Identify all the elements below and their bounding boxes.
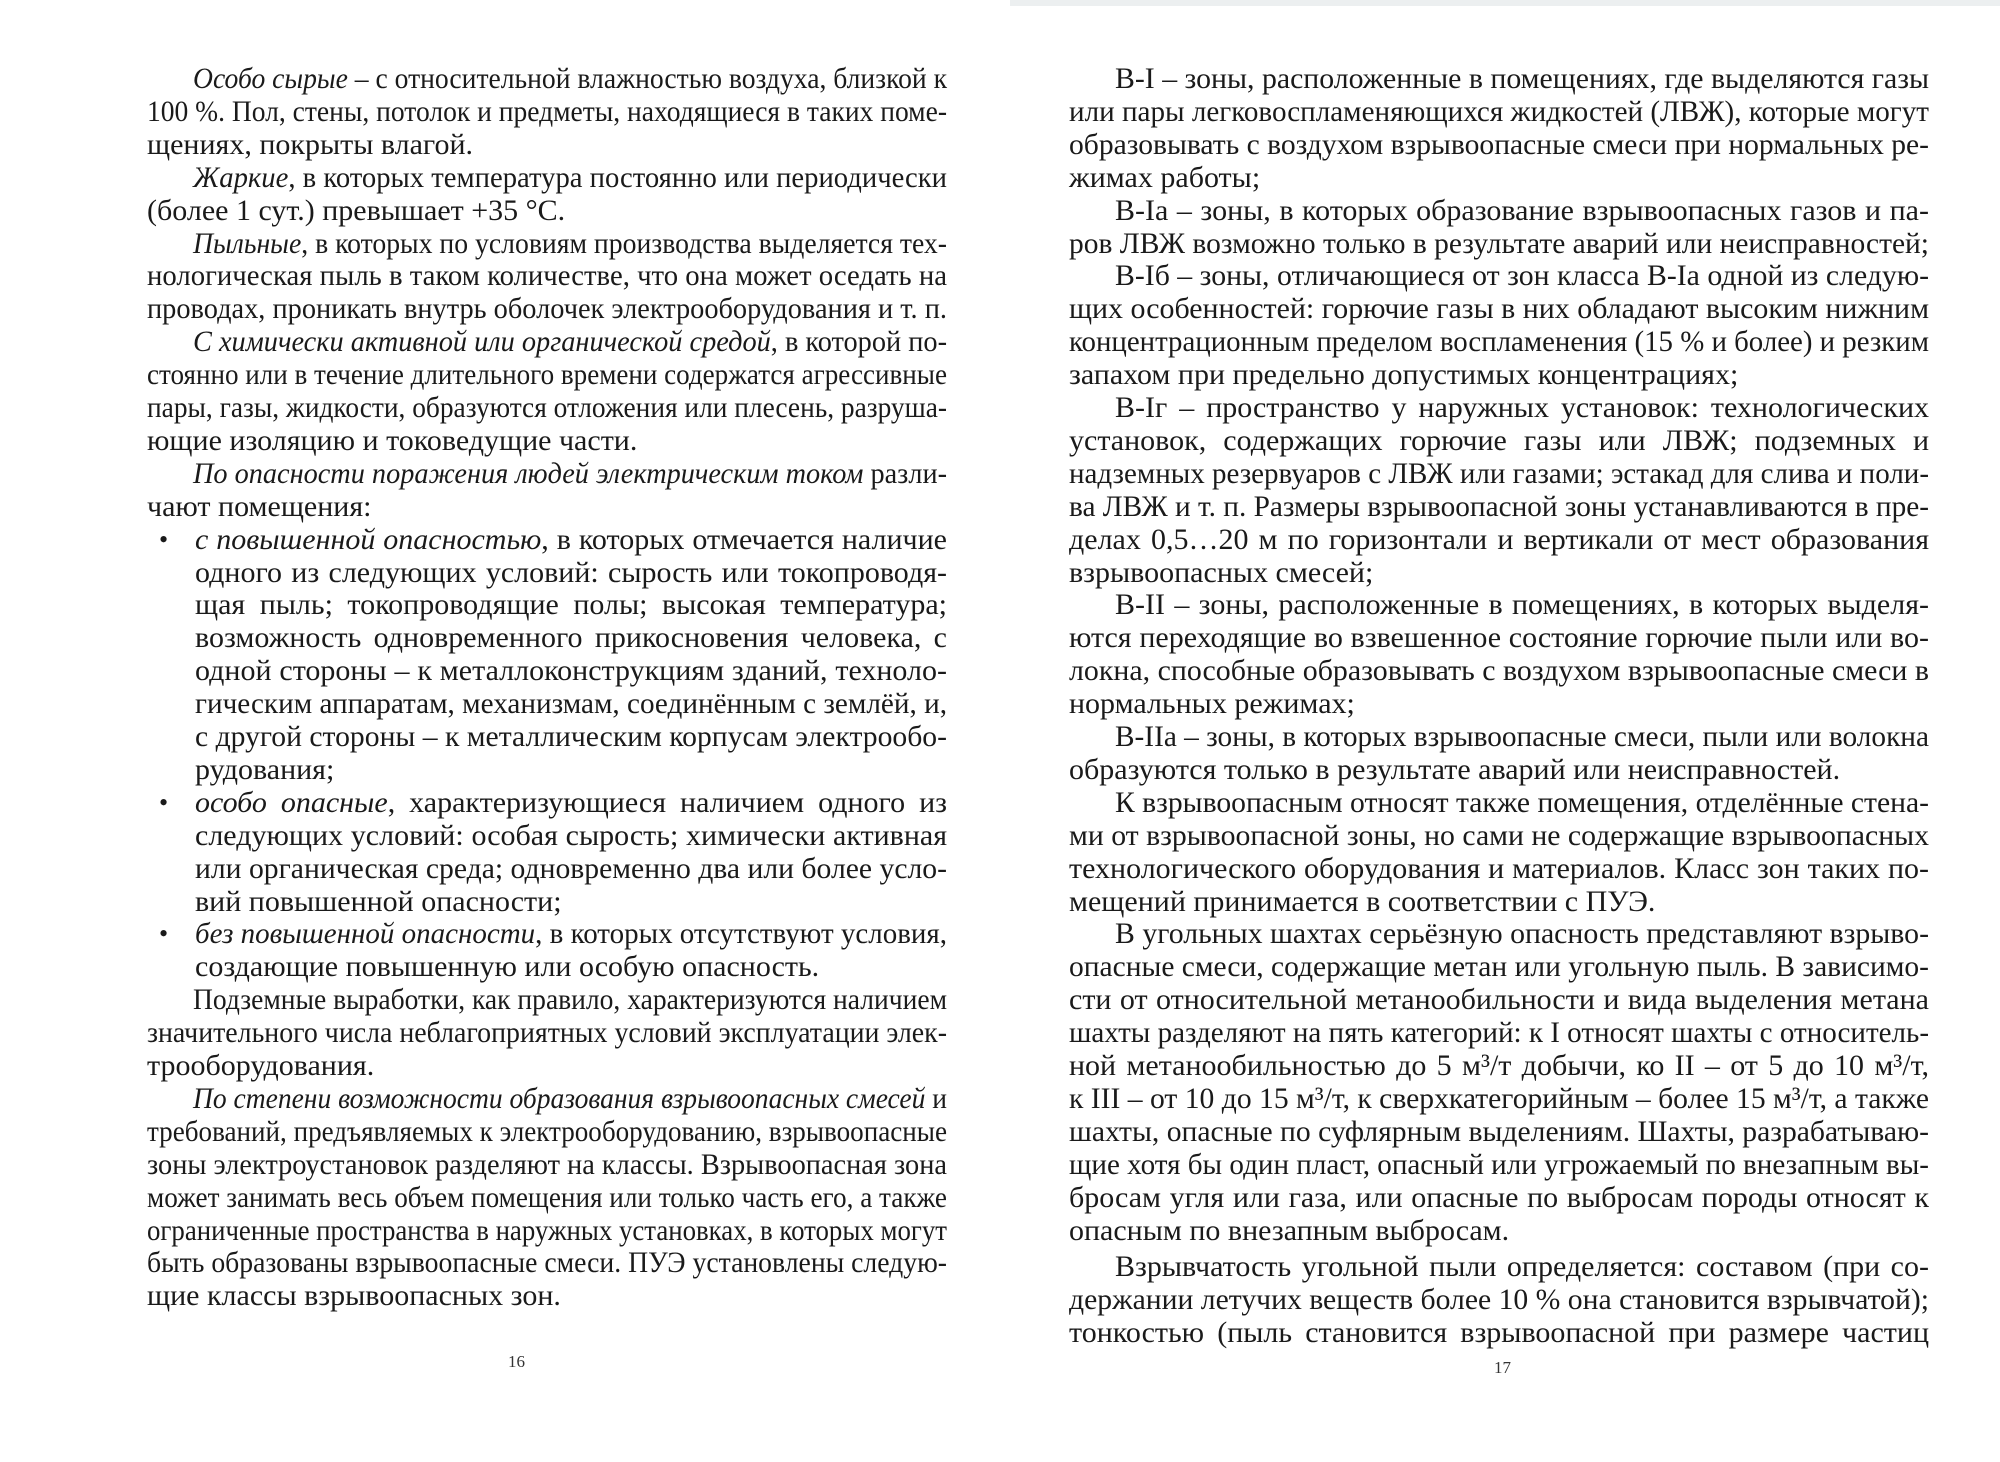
bullet-icon: •	[159, 787, 169, 817]
line-text: гическим аппаратам, механизмам, соединённым с землёй, и,	[195, 687, 947, 721]
line-text: возможность одновременного прикосновения человека, с	[195, 621, 947, 655]
line-text: К взрывоопасным относят также помещения, отделённые стена-	[1115, 785, 1929, 819]
text-line	[1115, 720, 1929, 754]
line-text: ва ЛВЖ и т. п. Размеры взрывоопасной зоны устанавливаются в пре-	[1069, 489, 1929, 523]
line-text: образуются только в результате аварий или неисправностей.	[1069, 752, 1841, 786]
text-line	[1069, 325, 1929, 359]
line-text: создающие повышенную или особую опасность.	[195, 950, 820, 984]
text-line	[1115, 194, 1929, 228]
line-text: Взрывчатость угольной пыли определяется: составом (при со-	[1115, 1250, 1929, 1284]
line-text: , в которой по-	[770, 325, 947, 359]
line-text: технологического оборудования и материалов. Класс зон таких по-	[1069, 851, 1929, 885]
text-line	[1069, 654, 1929, 688]
line-text: нормальных режимах;	[1069, 687, 1355, 721]
text-line	[147, 1279, 947, 1313]
line-text: (более 1 сут.) превышает +35 °C.	[147, 193, 566, 227]
page-number-right: 17	[1494, 1358, 1511, 1377]
line-text: и	[925, 1081, 947, 1115]
text-line	[195, 621, 947, 655]
line-text: ной метанообильностью до 5 м³/т добычи, ко II – от 5 до 10 м³/т,	[1069, 1049, 1929, 1082]
text-line	[1115, 259, 1929, 293]
line-text: быть образованы взрывоопасные смеси. ПУЭ установлены следую-	[147, 1246, 947, 1280]
line-text: опасные смеси, содержащие метан или угольную пыль. В зависимо-	[1069, 950, 1929, 984]
line-text: или пары легковоспламеняющихся жидкостей (ЛВЖ), которые могут	[1069, 94, 1929, 128]
line-text: В-Iб – зоны, отличающиеся от зон класса В-Ia одной из следую-	[1115, 259, 1929, 293]
text-line	[147, 128, 947, 162]
text-line	[195, 786, 947, 820]
line-text: бросам угля или газа, или опасные по выбросам породы относят к	[1069, 1180, 1929, 1214]
line-text: может занимать весь объем помещения или только часть его, а также	[147, 1180, 947, 1214]
line-text: В-Iг – пространство у наружных установок: технологических	[1115, 391, 1929, 424]
text-line	[1069, 1115, 1929, 1149]
text-line	[1115, 1250, 1929, 1284]
text-line	[1069, 1214, 1929, 1248]
text-line	[1115, 786, 1929, 820]
text-line	[147, 1181, 947, 1215]
line-text: щих особенностей: горючие газы в них обладают высоким нижним	[1069, 292, 1929, 326]
text-line	[195, 885, 947, 919]
text-line	[147, 292, 947, 326]
text-line	[195, 950, 947, 984]
line-text: В-IIa – зоны, в которых взрывоопасные смеси, пыли или волокна	[1115, 720, 1929, 753]
text-line	[1069, 950, 1929, 984]
line-text: разли-	[863, 456, 947, 490]
line-text: трооборудования.	[147, 1049, 375, 1082]
line-text: концентрационным пределом воспламенения (15 % и более) и резким	[1069, 325, 1929, 359]
line-text: чают помещения:	[147, 489, 372, 523]
line-text: В-I – зоны, расположенные в помещениях, где выделяются газы	[1115, 62, 1929, 95]
text-line	[195, 720, 947, 754]
line-text: надземных резервуаров с ЛВЖ или газами; эстакад для слива и поли-	[1069, 456, 1929, 490]
line-text: – с относительной влажностью воздуха, близкой к	[347, 62, 947, 95]
text-line	[1069, 885, 1929, 919]
page-number-left: 16	[508, 1352, 525, 1371]
line-text: , в которых по условиям производства выделяется тех-	[301, 226, 947, 260]
text-line	[147, 95, 947, 129]
text-line	[1069, 1082, 1929, 1116]
text-line	[1069, 457, 1929, 491]
text-line	[193, 227, 947, 261]
line-text: , в которых температура постоянно или периодически	[288, 160, 947, 194]
text-line	[195, 523, 947, 557]
text-line	[1069, 687, 1929, 721]
italic-term: Особо сырые	[193, 62, 348, 95]
line-text: шахты, опасные по суфлярным выделениям. Шахты, разрабатываю-	[1069, 1114, 1929, 1148]
line-text: пары, газы, жидкости, образуются отложения или плесень, разруша-	[147, 391, 947, 424]
italic-term: По опасности поражения людей электрическим током	[193, 456, 864, 490]
line-text: щая пыль; токопроводящие полы; высокая температура;	[195, 588, 947, 622]
text-line	[1069, 490, 1929, 524]
text-line	[147, 490, 947, 524]
text-line	[147, 259, 947, 293]
text-line	[195, 819, 947, 853]
text-line	[195, 588, 947, 622]
line-text: ми от взрывоопасной зоны, но сами не содержащие взрывоопасных	[1069, 818, 1929, 852]
italic-term: Жаркие	[193, 160, 289, 194]
text-line	[147, 1016, 947, 1050]
text-line	[195, 753, 947, 787]
bullet-icon: •	[159, 919, 169, 949]
text-line	[193, 161, 947, 195]
text-line	[1069, 292, 1929, 326]
line-text: жимах работы;	[1069, 160, 1261, 194]
text-line	[193, 62, 947, 96]
line-text: щениях, покрыты влагой.	[147, 127, 474, 161]
line-text: ограниченные пространства в наружных установках, в которых могут	[147, 1213, 947, 1247]
line-text: к III – от 10 до 15 м³/т, к сверхкатегорийным – более 15 м³/т, а также	[1069, 1081, 1929, 1115]
text-line	[1115, 62, 1929, 96]
line-text: вий повышенной опасности;	[195, 884, 562, 918]
text-line	[147, 1214, 947, 1248]
text-line	[1115, 391, 1929, 425]
line-text: запахом при предельно допустимых концентрациях;	[1069, 358, 1739, 392]
line-text: щие классы взрывоопасных зон.	[147, 1279, 561, 1313]
line-text: значительного числа неблагоприятных условий эксплуатации элек-	[147, 1016, 947, 1050]
italic-term: По степени возможности образования взрывоопасных смесей	[193, 1081, 926, 1115]
line-text: В угольных шахтах серьёзную опасность представляют взрыво-	[1115, 917, 1929, 951]
text-line	[1069, 1283, 1929, 1317]
italic-term: особо опасные	[195, 785, 388, 819]
text-line	[195, 654, 947, 688]
text-line	[1069, 1148, 1929, 1182]
line-text: шахты разделяют на пять категорий: к I относят шахты с относитель-	[1069, 1016, 1929, 1050]
line-text: держании летучих веществ более 10 % она становится взрывчатой);	[1069, 1283, 1929, 1317]
line-text: или органическая среда; одновременно два или более усло-	[195, 851, 947, 885]
text-line	[147, 1148, 947, 1182]
italic-term: С химически активной или органической средой	[193, 325, 771, 359]
text-line	[1069, 95, 1929, 129]
line-text: взрывоопасных смесей;	[1069, 555, 1374, 589]
text-line	[195, 852, 947, 886]
text-line	[193, 325, 947, 359]
line-text: с другой стороны – к металлическим корпусам электрообо-	[195, 720, 947, 753]
text-line	[193, 983, 947, 1017]
bullet-icon: •	[159, 524, 169, 554]
text-line	[193, 1082, 947, 1116]
line-text: стоянно или в течение длительного времени содержатся агрессивные	[147, 358, 947, 392]
line-text: тонкостью (пыль становится взрывоопасной при размере частиц	[1069, 1316, 1929, 1350]
italic-term: Пыльные	[193, 226, 302, 260]
text-line	[195, 917, 947, 951]
line-text: локна, способные образовывать с воздухом взрывоопасные смеси в	[1069, 654, 1929, 688]
scan-edge-band	[1010, 0, 2000, 6]
text-line	[1069, 128, 1929, 162]
text-line	[1069, 227, 1929, 261]
line-text: 100 %. Пол, стены, потолок и предметы, находящиеся в таких поме-	[147, 94, 947, 128]
line-text: одной стороны – к металлоконструкциям зданий, техноло-	[195, 654, 947, 688]
line-text: , характеризующиеся наличием одного из	[387, 785, 947, 819]
text-line	[147, 391, 947, 425]
text-line	[1115, 917, 1929, 951]
line-text: ров ЛВЖ возможно только в результате аварий или неисправностей;	[1069, 226, 1929, 260]
text-line	[1069, 1316, 1929, 1350]
text-line	[1069, 1049, 1929, 1083]
line-text: сти от относительной метанообильности и вида выделения метана	[1069, 983, 1929, 1017]
line-text: Подземные выработки, как правило, характеризуются наличием	[193, 983, 947, 1017]
line-text: требований, предъявляемых к электрооборудованию, взрывоопасные	[147, 1114, 947, 1148]
line-text: ются переходящие во взвешенное состояние горючие пыли или во-	[1069, 621, 1929, 655]
italic-term: с повышенной опасностью	[195, 522, 542, 556]
text-line	[1069, 523, 1929, 557]
text-line	[1115, 588, 1929, 622]
text-line	[147, 1049, 947, 1083]
line-text: щие хотя бы один пласт, опасный или угрожаемый по внезапным вы-	[1069, 1147, 1929, 1181]
line-text: , в которых отмечается наличие	[541, 522, 947, 556]
line-text: рудования;	[195, 752, 335, 786]
text-line	[147, 358, 947, 392]
line-text: следующих условий: особая сырость; химически активная	[195, 818, 947, 852]
text-line	[1069, 983, 1929, 1017]
line-text: нологическая пыль в таком количестве, что она может оседать на	[147, 259, 947, 293]
line-text: проводах, проникать внутрь оболочек электрооборудования и т. п.	[147, 292, 947, 326]
text-line	[1069, 1181, 1929, 1215]
text-line	[147, 194, 947, 228]
text-line	[195, 556, 947, 590]
text-line	[147, 1115, 947, 1149]
text-line	[1069, 1016, 1929, 1050]
line-text: делах 0,5…20 м по горизонтали и вертикали от мест образования	[1069, 522, 1929, 556]
text-line	[1069, 161, 1929, 195]
text-line	[1069, 358, 1929, 392]
line-text: установок, содержащих горючие газы или ЛВЖ; подземных и	[1069, 423, 1929, 457]
line-text: В-II – зоны, расположенные в помещениях, в которых выделя-	[1115, 588, 1929, 622]
line-text: опасным по внезапным выбросам.	[1069, 1213, 1510, 1247]
line-text: мещений принимается в соответствии с ПУЭ.	[1069, 884, 1656, 918]
text-line	[147, 1246, 947, 1280]
line-text: образовывать с воздухом взрывоопасные смеси при нормальных ре-	[1069, 127, 1929, 161]
text-line	[1069, 621, 1929, 655]
text-line	[1069, 753, 1929, 787]
line-text: В-Ia – зоны, в которых образование взрывоопасных газов и па-	[1115, 193, 1929, 227]
text-line	[195, 687, 947, 721]
text-line	[1069, 819, 1929, 853]
text-line	[147, 424, 947, 458]
line-text: , в которых отсутствуют условия,	[535, 917, 947, 951]
line-text: зоны электроустановок разделяют на классы. Взрывоопасная зона	[147, 1147, 947, 1181]
line-text: ющие изоляцию и токоведущие части.	[147, 423, 638, 457]
text-line	[1069, 424, 1929, 458]
italic-term: без повышенной опасности	[195, 917, 536, 951]
text-line	[193, 457, 947, 491]
text-line	[1069, 556, 1929, 590]
line-text: одного из следующих условий: сырость или токопроводя-	[195, 555, 947, 589]
text-line	[1069, 852, 1929, 886]
